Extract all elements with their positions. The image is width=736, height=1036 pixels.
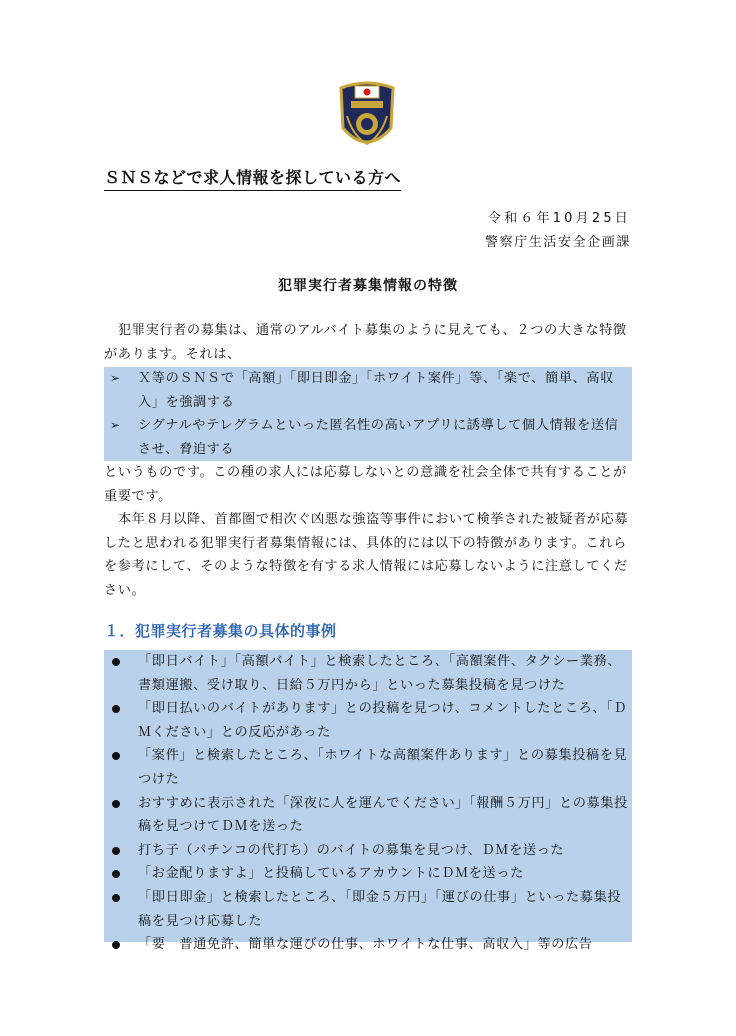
arrow-bullet-icon: ➢ xyxy=(110,371,121,385)
issuing-organization: 警察庁生活安全企画課 xyxy=(484,235,631,250)
list-item: 打ち子（パチンコの代打ち）のバイトの募集を見つけ、ＤＭを送った xyxy=(104,839,632,863)
bullet-dot-icon xyxy=(112,705,120,713)
list-item: 「即日払いのバイトがあります」との投稿を見つけ、コメントしたところ、「ＤＭください」との反応があった xyxy=(104,697,632,744)
issue-date: 令和６年10月25日 xyxy=(487,211,631,226)
bullet-dot-icon xyxy=(112,847,120,855)
feature-list xyxy=(104,367,632,461)
feature-item: ➢ シグナルやテレグラムといった匿名性の高いアプリに誘導して個人情報を送信させ、脅迫する xyxy=(104,414,632,461)
list-item: 「即日即金」と検索したところ、「即金５万円」「運びの仕事」といった募集投稿を見つけ応募した xyxy=(104,886,632,933)
list-item: 「即日バイト」「高額バイト」と検索したところ、「高額案件、タクシー業務、書類運搬、受け取り、日給５万円から」といった募集投稿を見つけた xyxy=(104,650,632,697)
bullet-dot-icon xyxy=(112,870,120,878)
list-item: 「案件」と検索したところ、「ホワイトな高額案件あります」との募集投稿を見つけた xyxy=(104,744,632,791)
list-item: 「要 普通免許、簡単な運びの仕事、ホワイトな仕事、高収入」等の広告 xyxy=(104,933,632,957)
feature-item: ➢ Ｘ等のＳＮＳで「高額」「即日即金」「ホワイト案件」等、「楽で、簡単、高収入」を強調する xyxy=(104,367,632,414)
list-item: 「お金配りますよ」と投稿しているアカウントにＤＭを送った xyxy=(104,862,632,886)
police-emblem-icon xyxy=(333,78,401,158)
bullet-dot-icon xyxy=(112,941,120,949)
bullet-dot-icon xyxy=(112,894,120,902)
intro-paragraph: 犯罪実行者の募集は、通常のアルバイト募集のように見えても、２つの大きな特徴があります。それは、 xyxy=(104,323,627,362)
page-title: ＳＮＳなどで求人情報を探している方へ xyxy=(104,168,401,191)
note-paragraph: 本年８月以降、首都圏で相次ぐ凶悪な強盗等事件において検挙された被疑者が応募したと思われる犯罪実行者募集情報には、具体的には以下の特徴があります。これらを参考にして、そのような特徴を有する求人情報には応募しないように注意してください。 xyxy=(104,512,629,598)
case-list xyxy=(104,650,632,953)
bullet-dot-icon xyxy=(112,800,120,808)
conclusion-paragraph: というものです。この種の求人には応募しないとの意識を社会全体で共有することが重要です。 xyxy=(104,465,627,504)
bullet-dot-icon xyxy=(112,752,120,760)
bullet-dot-icon xyxy=(112,658,120,666)
section-heading: １．犯罪実行者募集の具体的事例 xyxy=(104,622,337,640)
list-item: おすすめに表示された「深夜に人を運んでください」「報酬５万円」との募集投稿を見つけてＤＭを送った xyxy=(104,792,632,839)
arrow-bullet-icon: ➢ xyxy=(110,418,121,433)
document-subtitle: 犯罪実行者募集情報の特徴 xyxy=(278,278,458,294)
